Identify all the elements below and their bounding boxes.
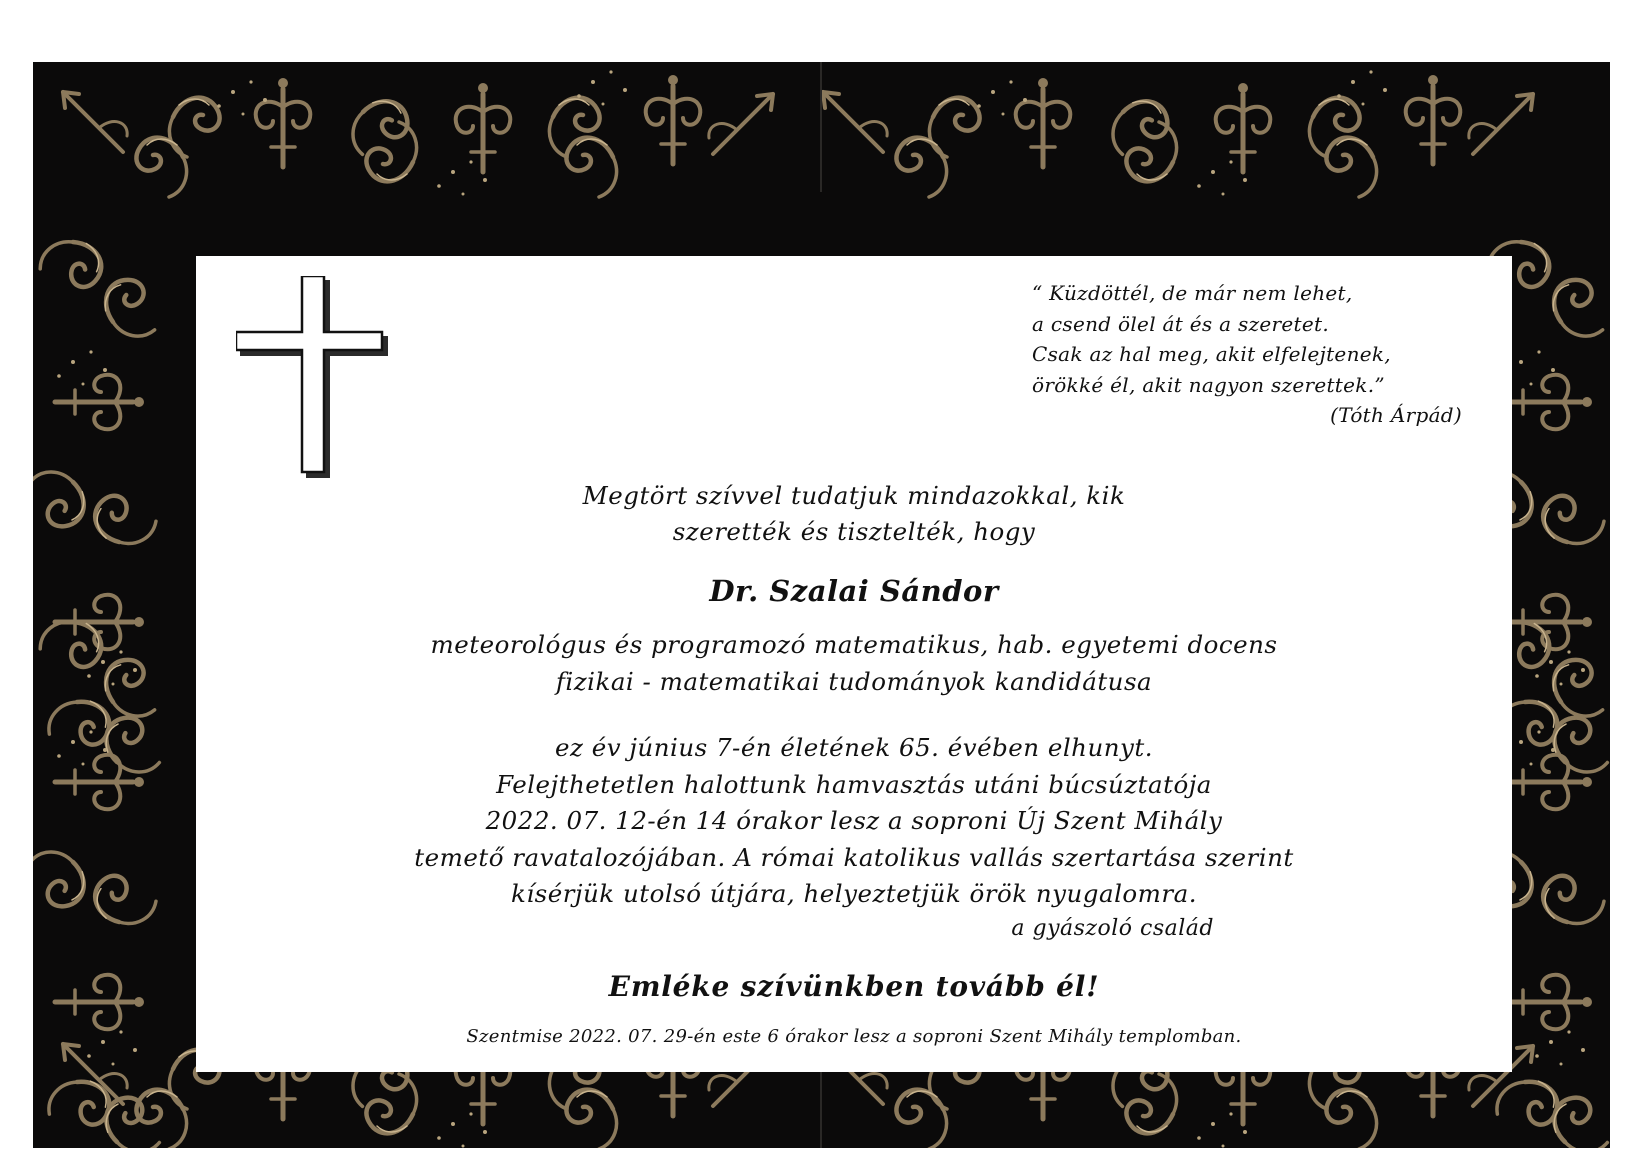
announcement-card: [196, 256, 1512, 1072]
quote-line: “ Küzdöttél, de már nem lehet,: [1032, 281, 1353, 305]
quote-author: (Tóth Árpád): [1330, 403, 1462, 427]
title-line: meteorológus és programozó matematikus, hab. egyetemi docens: [430, 630, 1278, 659]
details-line: 2022. 07. 12-én 14 órakor lesz a soproni Új Szent Mihály: [485, 806, 1223, 835]
quote-line: örökké él, akit nagyon szerettek.”: [1032, 372, 1385, 397]
details-line: ez év június 7-én életének 65. évében elhunyt.: [555, 733, 1153, 762]
latin-cross-icon: [236, 276, 396, 486]
quote-line: a csend ölel át és a szeretet.: [1032, 311, 1330, 336]
intro-text: [196, 478, 1512, 550]
funeral-details: [196, 730, 1512, 913]
details-line: temető ravatalozójában. A római katolikus vallás szertartása szerint: [414, 842, 1294, 872]
intro-line: szerették és tisztelték, hogy: [672, 517, 1036, 546]
deceased-name: Dr. Szalai Sándor: [709, 574, 999, 608]
black-ornamental-frame: [33, 62, 1610, 1148]
details-line: Felejthetetlen halottunk hamvasztás utáni búcsúztatója: [496, 769, 1212, 799]
details-line: kísérjük utolsó útjára, helyeztetjük örök nyugalomra.: [510, 879, 1198, 908]
memory-line: Emléke szívünkben tovább él!: [608, 970, 1100, 1003]
mourning-family: a gyászoló család: [1011, 916, 1214, 941]
title-line: fizikai - matematikai tudományok kandidátusa: [555, 667, 1153, 696]
mass-notice: Szentmise 2022. 07. 29-én este 6 órakor lesz a soproni Szent Mihály templomban.: [466, 1026, 1242, 1047]
intro-line: Megtört szívvel tudatjuk mindazokkal, kik: [582, 481, 1126, 510]
quote-line: Csak az hal meg, akit elfelejtenek,: [1032, 342, 1391, 366]
deceased-titles: [196, 626, 1512, 700]
memorial-quote: [1032, 278, 1472, 431]
